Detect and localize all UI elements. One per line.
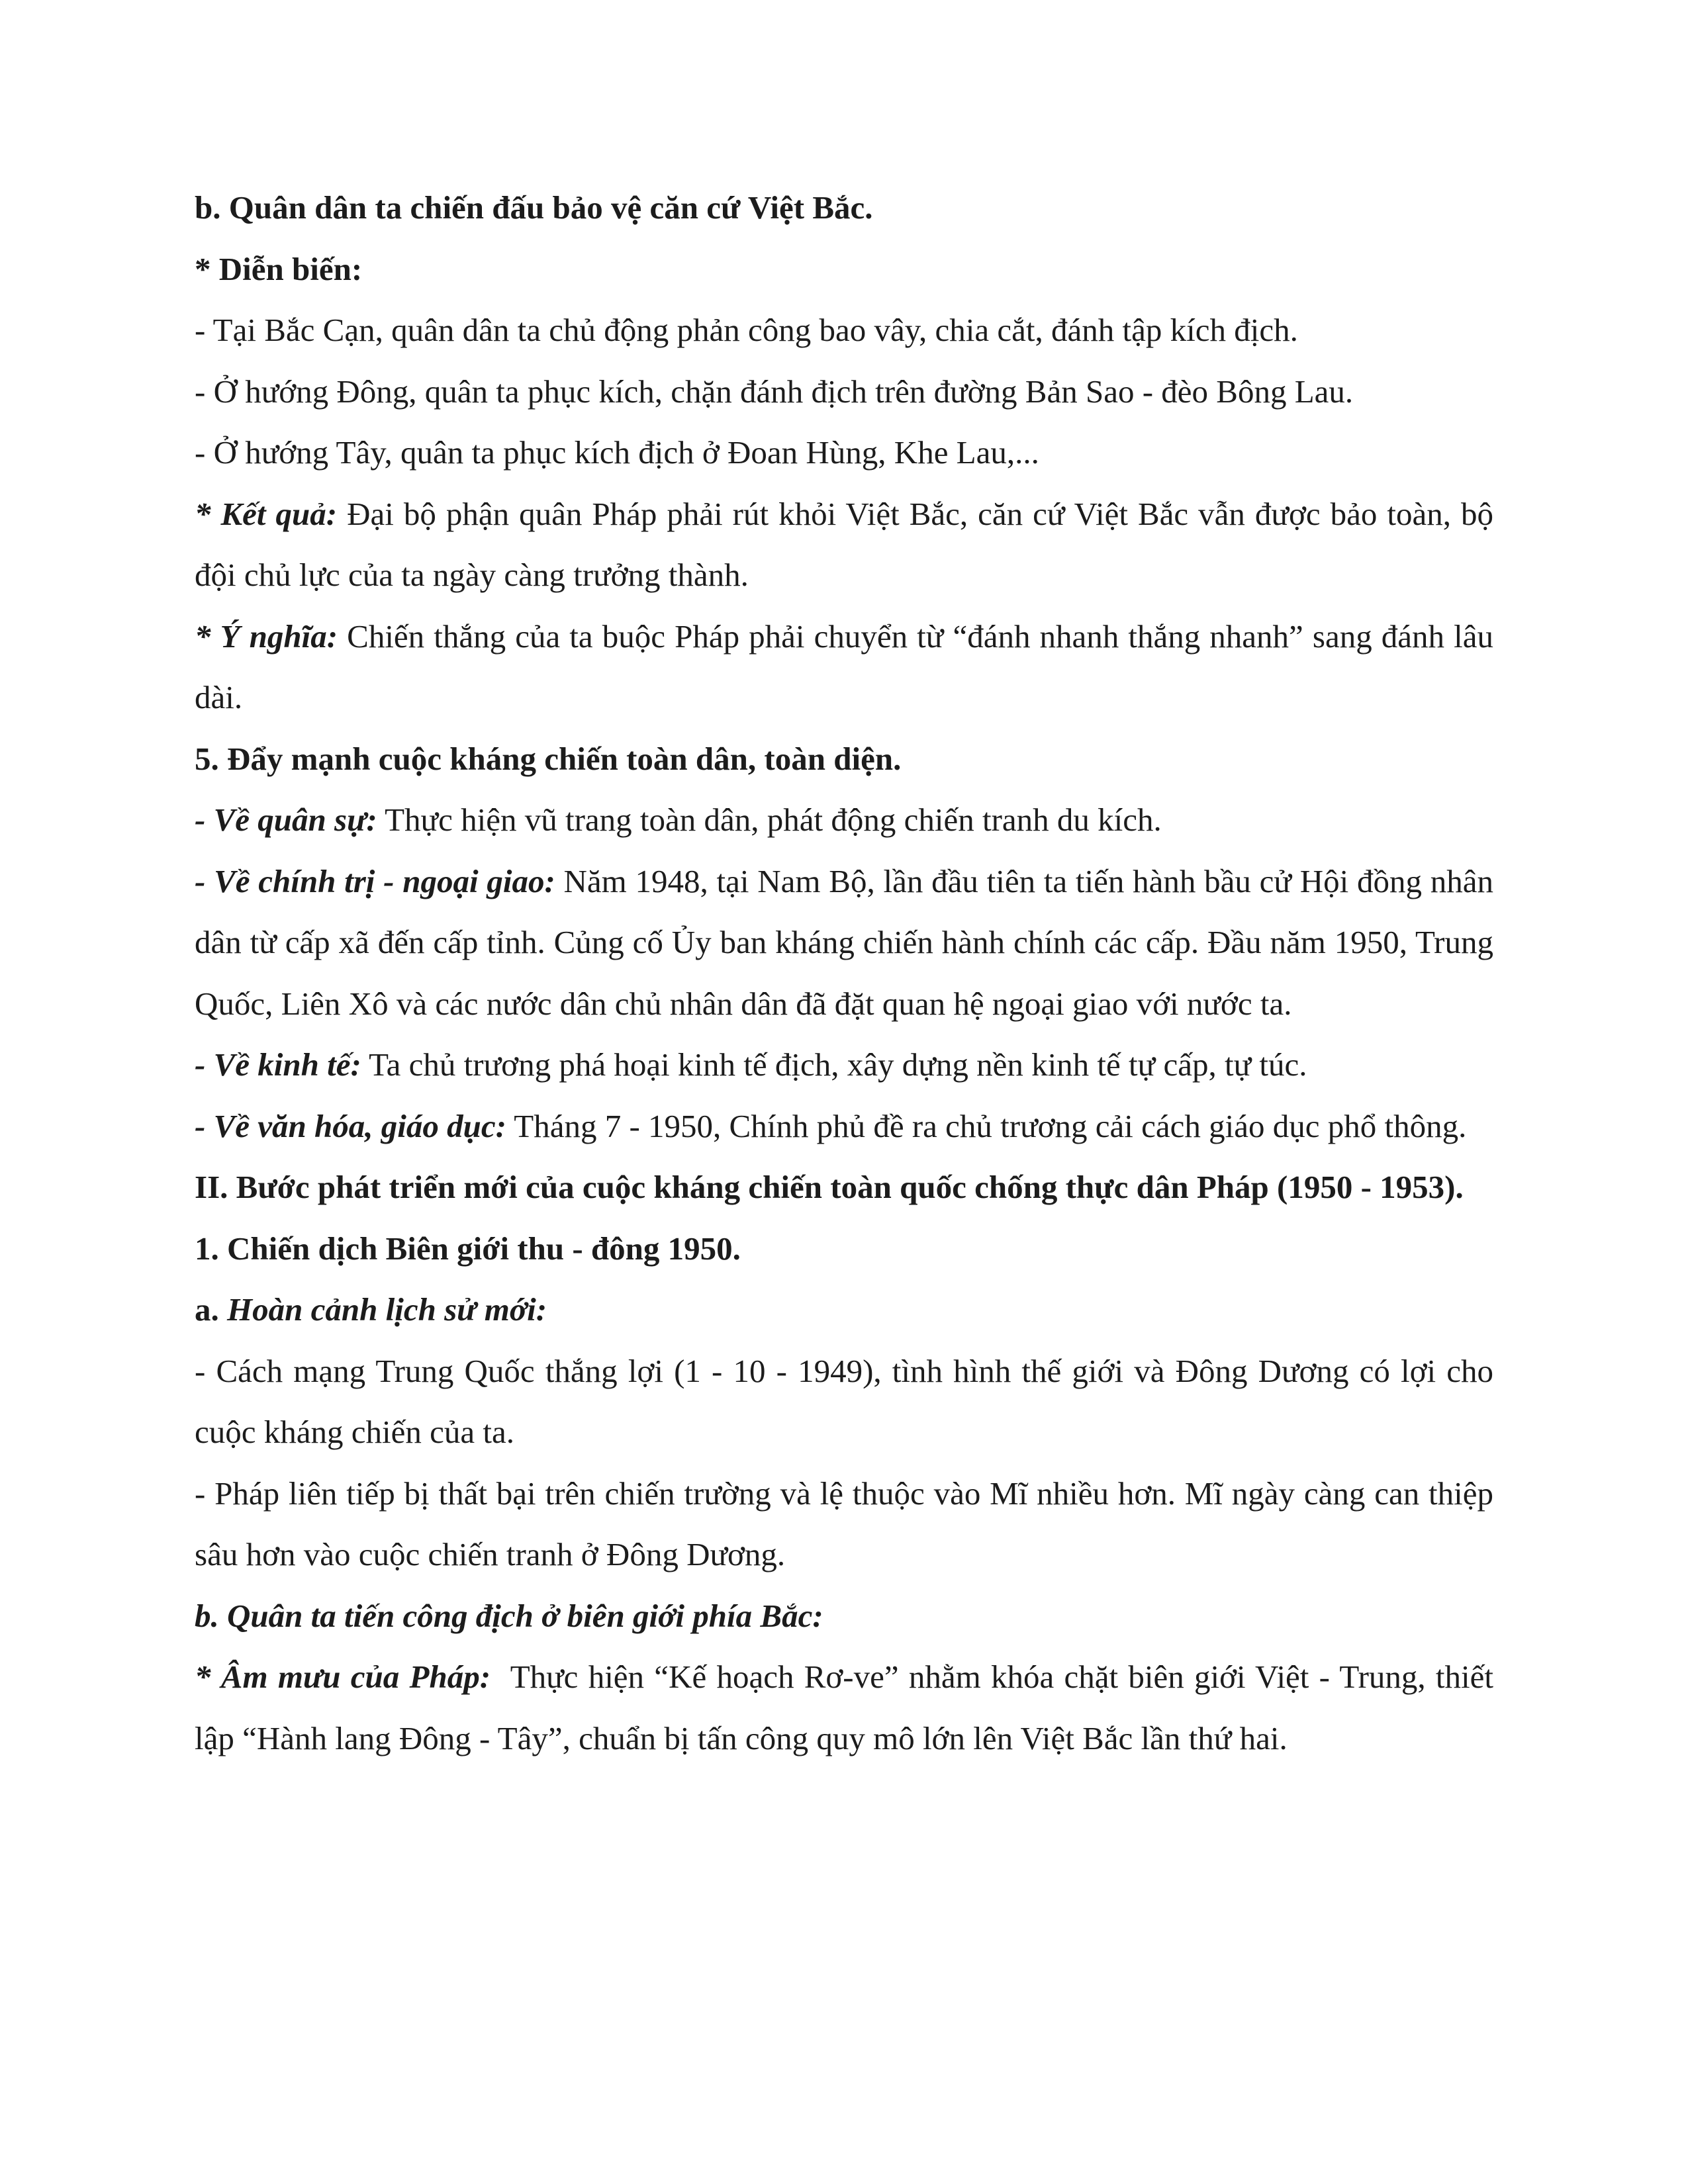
ket-qua-label: * Kết quả:: [195, 495, 338, 532]
section-heading-1: 1. Chiến dịch Biên giới thu - đông 1950.: [195, 1230, 741, 1267]
dien-bien-item-2: - Ở hướng Đông, quân ta phục kích, chặn đánh địch trên đường Bản Sao - đèo Bông Lau.: [195, 373, 1354, 410]
ket-qua-text: Đại bộ phận quân Pháp phải rút khỏi Việt Bắc, căn cứ Việt Bắc vẫn được bảo toàn, bộ đội chủ lực của ta ngày càng trưởng thành.: [195, 495, 1493, 593]
hoan-canh-heading: [195, 1279, 1493, 1341]
dien-bien-label: * Diễn biến:: [195, 250, 363, 287]
chinh-tri-label: - Về chính trị - ngoại giao:: [195, 862, 555, 899]
kinh-te-label: - Về kinh tế:: [195, 1046, 361, 1083]
section-heading-5: 5. Đẩy mạnh cuộc kháng chiến toàn dân, toàn diện.: [195, 740, 902, 777]
quan-su-paragraph: [195, 790, 1493, 851]
hoan-canh-label: Hoàn cảnh lịch sử mới:: [218, 1291, 547, 1328]
hoan-canh-prefix: a.: [195, 1291, 219, 1328]
y-nghia-label: * Ý nghĩa:: [195, 617, 338, 655]
document-body: [195, 177, 1502, 1769]
van-hoa-text: Tháng 7 - 1950, Chính phủ đề ra chủ trương cải cách giáo dục phổ thông.: [506, 1107, 1467, 1144]
van-hoa-paragraph: [195, 1096, 1493, 1158]
kinh-te-text: Ta chủ trương phá hoại kinh tế địch, xây dựng nền kinh tế tự cấp, tự túc.: [361, 1046, 1307, 1083]
am-muu-label: * Âm mưu của Pháp:: [195, 1659, 491, 1695]
am-muu-paragraph: [195, 1647, 1502, 1769]
y-nghia-paragraph: [195, 606, 1493, 729]
kinh-te-paragraph: [195, 1034, 1493, 1096]
dien-bien-item-3: - Ở hướng Tây, quân ta phục kích địch ở Đoan Hùng, Khe Lau,...: [195, 434, 1039, 471]
am-muu-text: Thực hiện “Kế hoạch Rơ-ve” nhằm khóa chặt biên giới Việt - Trung, thiết lập “Hành lang Đông - Tây”, chuẩn bị tấn công quy mô lớn lên Việt Bắc lần thứ hai.: [195, 1659, 1502, 1756]
section-heading-b2: b. Quân ta tiến công địch ở biên giới phía Bắc:: [195, 1597, 823, 1634]
dien-bien-item-1: - Tại Bắc Cạn, quân dân ta chủ động phản công bao vây, chia cắt, đánh tập kích địch.: [195, 312, 1298, 348]
ket-qua-paragraph: [195, 484, 1493, 606]
quan-su-text: Thực hiện vũ trang toàn dân, phát động chiến tranh du kích.: [377, 801, 1162, 838]
y-nghia-text: Chiến thắng của ta buộc Pháp phải chuyển từ “đánh nhanh thắng nhanh” sang đánh lâu dài.: [195, 617, 1493, 715]
part-heading-ii: II. Bước phát triển mới của cuộc kháng chiến toàn quốc chống thực dân Pháp (1950 - 1953).: [195, 1169, 1464, 1205]
section-heading-b: b. Quân dân ta chiến đấu bảo vệ căn cứ Việt Bắc.: [195, 189, 873, 226]
chinh-tri-paragraph: [195, 851, 1493, 1035]
van-hoa-label: - Về văn hóa, giáo dục:: [195, 1107, 506, 1144]
quan-su-label: - Về quân sự:: [195, 801, 377, 838]
hoan-canh-item-1: - Cách mạng Trung Quốc thắng lợi (1 - 10 - 1949), tình hình thế giới và Đông Dương có lợi cho cuộc kháng chiến của ta.: [195, 1352, 1493, 1450]
hoan-canh-item-2: - Pháp liên tiếp bị thất bại trên chiến trường và lệ thuộc vào Mĩ nhiều hơn. Mĩ ngày càng can thiệp sâu hơn vào cuộc chiến tranh ở Đông Dương.: [195, 1475, 1493, 1572]
chinh-tri-text: Năm 1948, tại Nam Bộ, lần đầu tiên ta tiến hành bầu cử Hội đồng nhân dân từ cấp xã đến cấp tỉnh. Củng cố Ủy ban kháng chiến hành chính các cấp. Đầu năm 1950, Trung Quốc, Liên Xô và các nước dân chủ nhân dân đã đặt quan hệ ngoại giao với nước ta.: [195, 862, 1493, 1022]
